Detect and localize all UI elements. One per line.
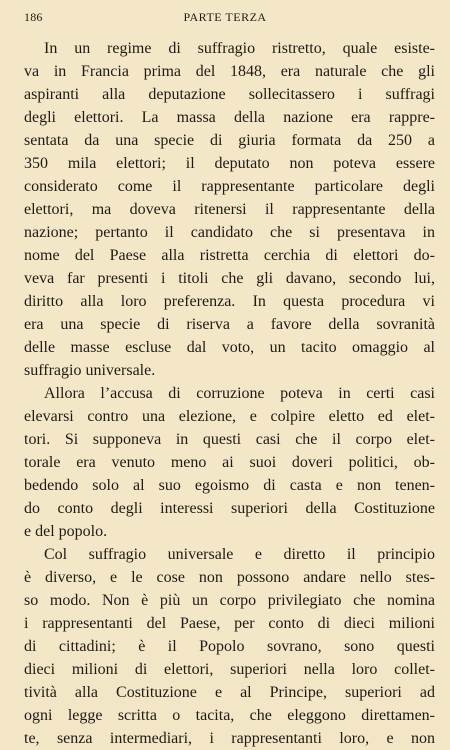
- page-header: [0, 0, 450, 30]
- text-line: aspiranti alla deputazione sollecitassero i suffragi: [24, 86, 435, 103]
- text-line: torale era venuto meno ai suoi doveri politici, ob-: [24, 454, 435, 471]
- text-line: dieci milioni di elettori, superiori nella loro collet-: [24, 661, 435, 678]
- paragraph-3: [24, 543, 435, 750]
- text-line: suffragio universale.: [24, 362, 156, 379]
- text-line: te, senza intermediari, i rappresentanti loro, e non: [24, 730, 435, 747]
- text-line: 350 mila elettori; il deputato non poteva essere: [24, 155, 435, 172]
- text-line: Allora l’accusa di corruzione poteva in certi casi: [44, 385, 435, 402]
- text-line: elettori, ma doveva ritenersi il rappresentante della: [24, 201, 435, 218]
- text-line: era una specie di riserva a favore della sovranità: [24, 316, 435, 333]
- text-line: veva far presenti i titoli che gli davano, secondo lui,: [24, 270, 435, 287]
- paragraph-2: [24, 382, 435, 543]
- paragraph-1: [24, 37, 435, 382]
- text-line: va in Francia prima del 1848, era naturale che gli: [24, 63, 435, 80]
- text-line: delle masse escluse dal voto, un tacito omaggio al: [24, 339, 435, 356]
- text-line: bedendo solo al suo egoismo di casta e non tenen-: [24, 477, 435, 494]
- page-number: 186: [24, 10, 43, 24]
- text-line: considerato come il rappresentante particolare degli: [24, 178, 435, 195]
- text-line: diritto alla loro preferenza. In questa procedura vi: [24, 293, 435, 310]
- text-line: do conto degli interessi superiori della Costituzione: [24, 500, 435, 517]
- page-body: [24, 37, 435, 750]
- text-line: tività alla Costituzione e al Principe, superiori ad: [24, 684, 435, 701]
- text-line: e del popolo.: [24, 523, 108, 540]
- text-line: tori. Si supponeva in questi casi che il corpo elet-: [24, 431, 435, 448]
- text-line: di cittadini; è il Popolo sovrano, sono questi: [24, 638, 435, 655]
- text-line: è diverso, e le cose non possono andare nello stes-: [24, 569, 435, 586]
- text-line: nome del Paese alla ristretta cerchia di elettori do-: [24, 247, 435, 264]
- running-head: PARTE TERZA: [183, 10, 267, 24]
- text-line: elevarsi contro una elezione, e colpire eletto ed elet-: [24, 408, 435, 425]
- text-line: Col suffragio universale e diretto il principio: [44, 546, 435, 563]
- text-line: so modo. Non è più un corpo privilegiato che nomina: [24, 592, 435, 609]
- text-line: degli elettori. La massa della nazione era rappre-: [24, 109, 435, 126]
- text-line: ogni legge scritta o tacita, che eleggono direttamen-: [24, 707, 435, 724]
- text-line: sentata da una specie di giuria formata da 250 a: [24, 132, 435, 149]
- text-line: i rappresentanti del Paese, per conto di dieci milioni: [24, 615, 435, 632]
- text-line: In un regime di suffragio ristretto, quale esiste-: [44, 40, 435, 57]
- text-line: nazione; pertanto il candidato che si presentava in: [24, 224, 435, 241]
